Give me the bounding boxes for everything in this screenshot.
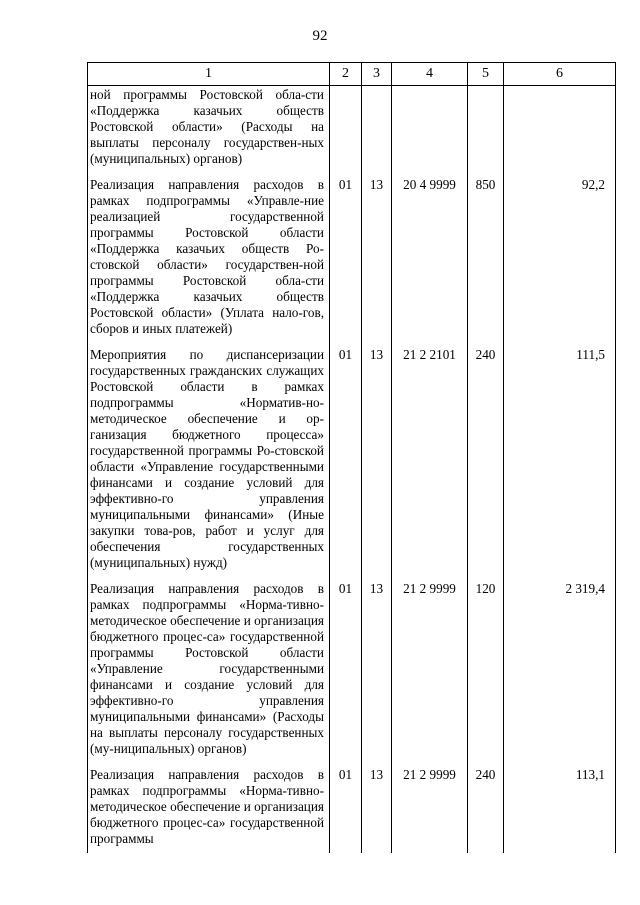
- table-row: [88, 173, 616, 343]
- row-subsection-code: 13: [362, 763, 392, 853]
- row-subsection-code: [362, 86, 392, 174]
- table-header-row: [88, 63, 616, 86]
- row-expense-type-code: [468, 86, 504, 174]
- row-expense-type-code: 240: [468, 343, 504, 577]
- table-row: [88, 577, 616, 763]
- row-section-code: 01: [330, 577, 362, 763]
- row-section-code: [330, 86, 362, 174]
- row-subsection-code: 13: [362, 577, 392, 763]
- header-col-2: 2: [330, 63, 362, 86]
- row-description: Мероприятия по диспансеризации государственных гражданских служащих Ростовской области в рамках подпрограммы «Норматив-но-методическое обеспечение и ор-ганизация бюджетного процесса» государственной программы Ро-стовской области «Управление государственными финансами и создание условий для эффективно-го управления муниципальными финансами» (Иные закупки това-ров, работ и услуг для обеспечения государственных (муниципальных) нужд): [88, 343, 330, 577]
- header-col-4: 4: [392, 63, 468, 86]
- row-target-code: 20 4 9999: [392, 173, 468, 343]
- row-section-code: 01: [330, 173, 362, 343]
- row-expense-type-code: 120: [468, 577, 504, 763]
- row-amount: [504, 86, 616, 174]
- header-col-6: 6: [504, 63, 616, 86]
- page-number: 92: [312, 28, 328, 44]
- row-description: Реализация направления расходов в рамках подпрограммы «Норма-тивно-методическое обеспечение и организация бюджетного процес-са» государственной программы: [88, 763, 330, 853]
- row-target-code: 21 2 2101: [392, 343, 468, 577]
- row-amount: 2 319,4: [504, 577, 616, 763]
- row-description: ной программы Ростовской обла-сти «Поддержка казачьих обществ Ростовской области» (Расходы на выплаты персоналу государствен-ных (муниципальных) органов): [88, 86, 330, 174]
- row-section-code: 01: [330, 763, 362, 853]
- row-section-code: 01: [330, 343, 362, 577]
- row-target-code: 21 2 9999: [392, 577, 468, 763]
- row-description: Реализация направления расходов в рамках подпрограммы «Управле-ние реализацией государственной программы Ростовской области «Поддержка казачьих обществ Ро-стовской области» государствен-ной программы Ростовской обла-сти «Поддержка казачьих обществ Ростовской области» (Уплата нало-гов, сборов и иных платежей): [88, 173, 330, 343]
- header-col-5: 5: [468, 63, 504, 86]
- table-row: [88, 763, 616, 853]
- row-subsection-code: 13: [362, 173, 392, 343]
- row-target-code: [392, 86, 468, 174]
- header-col-3: 3: [362, 63, 392, 86]
- table-row: [88, 86, 616, 174]
- row-expense-type-code: 240: [468, 763, 504, 853]
- row-target-code: 21 2 9999: [392, 763, 468, 853]
- table-row: [88, 343, 616, 577]
- header-col-1: 1: [88, 63, 330, 86]
- row-description: Реализация направления расходов в рамках подпрограммы «Норма-тивно-методическое обеспечение и организация бюджетного процес-са» государственной программы Ростовской области «Управление государственными финансами и создание условий для эффективно-го управления муниципальными финансами» (Расходы на выплаты персоналу государственных (му-ниципальных) органов): [88, 577, 330, 763]
- budget-table: [87, 62, 616, 853]
- row-expense-type-code: 850: [468, 173, 504, 343]
- row-subsection-code: 13: [362, 343, 392, 577]
- row-amount: 111,5: [504, 343, 616, 577]
- row-amount: 113,1: [504, 763, 616, 853]
- row-amount: 92,2: [504, 173, 616, 343]
